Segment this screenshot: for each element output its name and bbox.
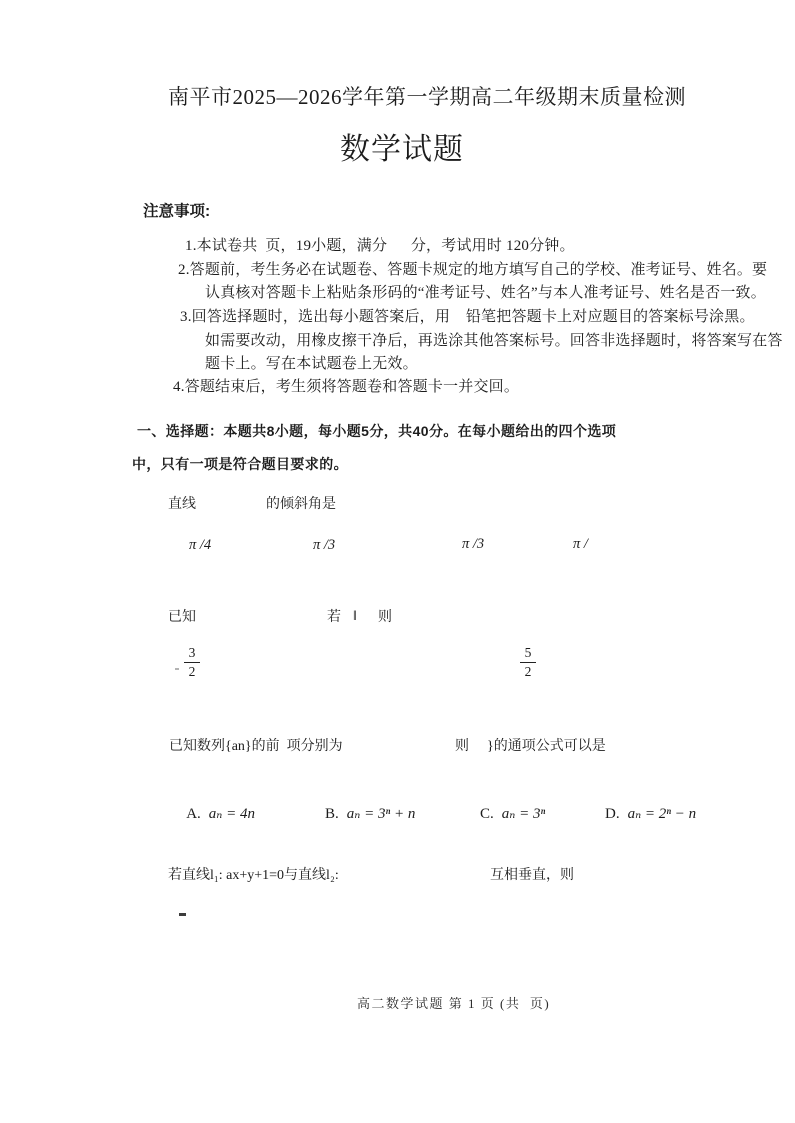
q2-fraction-five-halves: [520, 645, 536, 679]
exam-title: 南平市2025—2026学年第一学期高二年级期末质量检测: [168, 85, 686, 109]
notice-line-5: 如需要改动，用橡皮擦干净后，再选涂其他答案标号。回答非选择题时，将答案写在答: [205, 333, 783, 349]
option-formula: aₙ = 4n: [208, 806, 255, 822]
q3-option-b: [310, 787, 415, 840]
section-one-header-line2: 中，只有一项是符合题目要求的。: [132, 456, 348, 472]
option-label: C.: [480, 806, 494, 822]
q2-stem-then: 则: [378, 610, 392, 625]
option-formula: aₙ = 3ⁿ: [501, 806, 546, 822]
q3-option-c: [465, 787, 545, 840]
q1-option-b: π /3: [313, 537, 336, 553]
q2-stem-known: 已知: [168, 610, 196, 625]
notice-line-1: 1.本试卷共 页，19小题，满分 分，考试用时 120分钟。: [185, 238, 575, 254]
notice-line-3: 认真核对答题卡上粘贴条形码的“准考证号、姓名”与本人准考证号、姓名是否一致。: [205, 285, 766, 301]
q3-stem-then: 则: [455, 739, 469, 754]
q3-option-d: [590, 787, 696, 840]
fraction-denominator: 2: [188, 663, 196, 679]
fraction-denominator: 2: [524, 663, 532, 679]
q1-stem-prefix: 直线: [168, 497, 196, 512]
notice-line-6: 题卡上。写在本试题卷上无效。: [205, 356, 418, 372]
page-footer: 高二数学试题 第 1 页 (共 页): [357, 996, 551, 1011]
q2-stem-if: 若: [327, 610, 341, 625]
option-label: A.: [186, 806, 201, 822]
q3-stem-prefix: 已知数列{an}的前 项分别为: [169, 739, 343, 754]
q3-stem-suffix: }的通项公式可以是: [487, 739, 606, 754]
section-one-header-line1: 一、选择题：本题共8小题，每小题5分，共40分。在每小题给出的四个选项: [137, 423, 617, 439]
option-formula: aₙ = 2ⁿ − n: [627, 806, 697, 822]
option-formula: aₙ = 3ⁿ + n: [346, 806, 416, 822]
q2-fraction-three-halves: [184, 645, 200, 679]
q1-option-d: π /: [573, 536, 588, 552]
scan-artifact-faint-dash: [175, 668, 179, 670]
notice-line-4: 3.回答选择题时，选出每小题答案后，用 铅笔把答题卡上对应题目的答案标号涂黑。: [180, 309, 755, 325]
q4-stem-suffix: 互相垂直，则: [490, 868, 574, 883]
q1-option-a: π /4: [189, 537, 212, 553]
notice-line-7: 4.答题结束后，考生须将答题卷和答题卡一并交回。: [173, 379, 520, 395]
q3-option-a: [172, 787, 255, 840]
q2-parallel-symbol: ‖: [353, 609, 357, 624]
fraction-numerator: 3: [184, 645, 200, 663]
scan-artifact-dark-dash: [179, 913, 186, 916]
exam-subtitle: 数学试题: [340, 133, 464, 166]
q4-stem-prefix: 若直线l₁: ax+y+1=0与直线l₂:: [168, 868, 339, 883]
fraction-numerator: 5: [520, 645, 536, 663]
q1-stem-suffix: 的倾斜角是: [266, 497, 336, 512]
option-label: D.: [605, 806, 620, 822]
notice-header: 注意事项:: [143, 203, 211, 220]
option-label: B.: [325, 806, 339, 822]
notice-line-2: 2.答题前，考生务必在试题卷、答题卡规定的地方填写自己的学校、准考证号、姓名。要: [178, 262, 768, 278]
q1-option-c: π /3: [462, 536, 485, 552]
